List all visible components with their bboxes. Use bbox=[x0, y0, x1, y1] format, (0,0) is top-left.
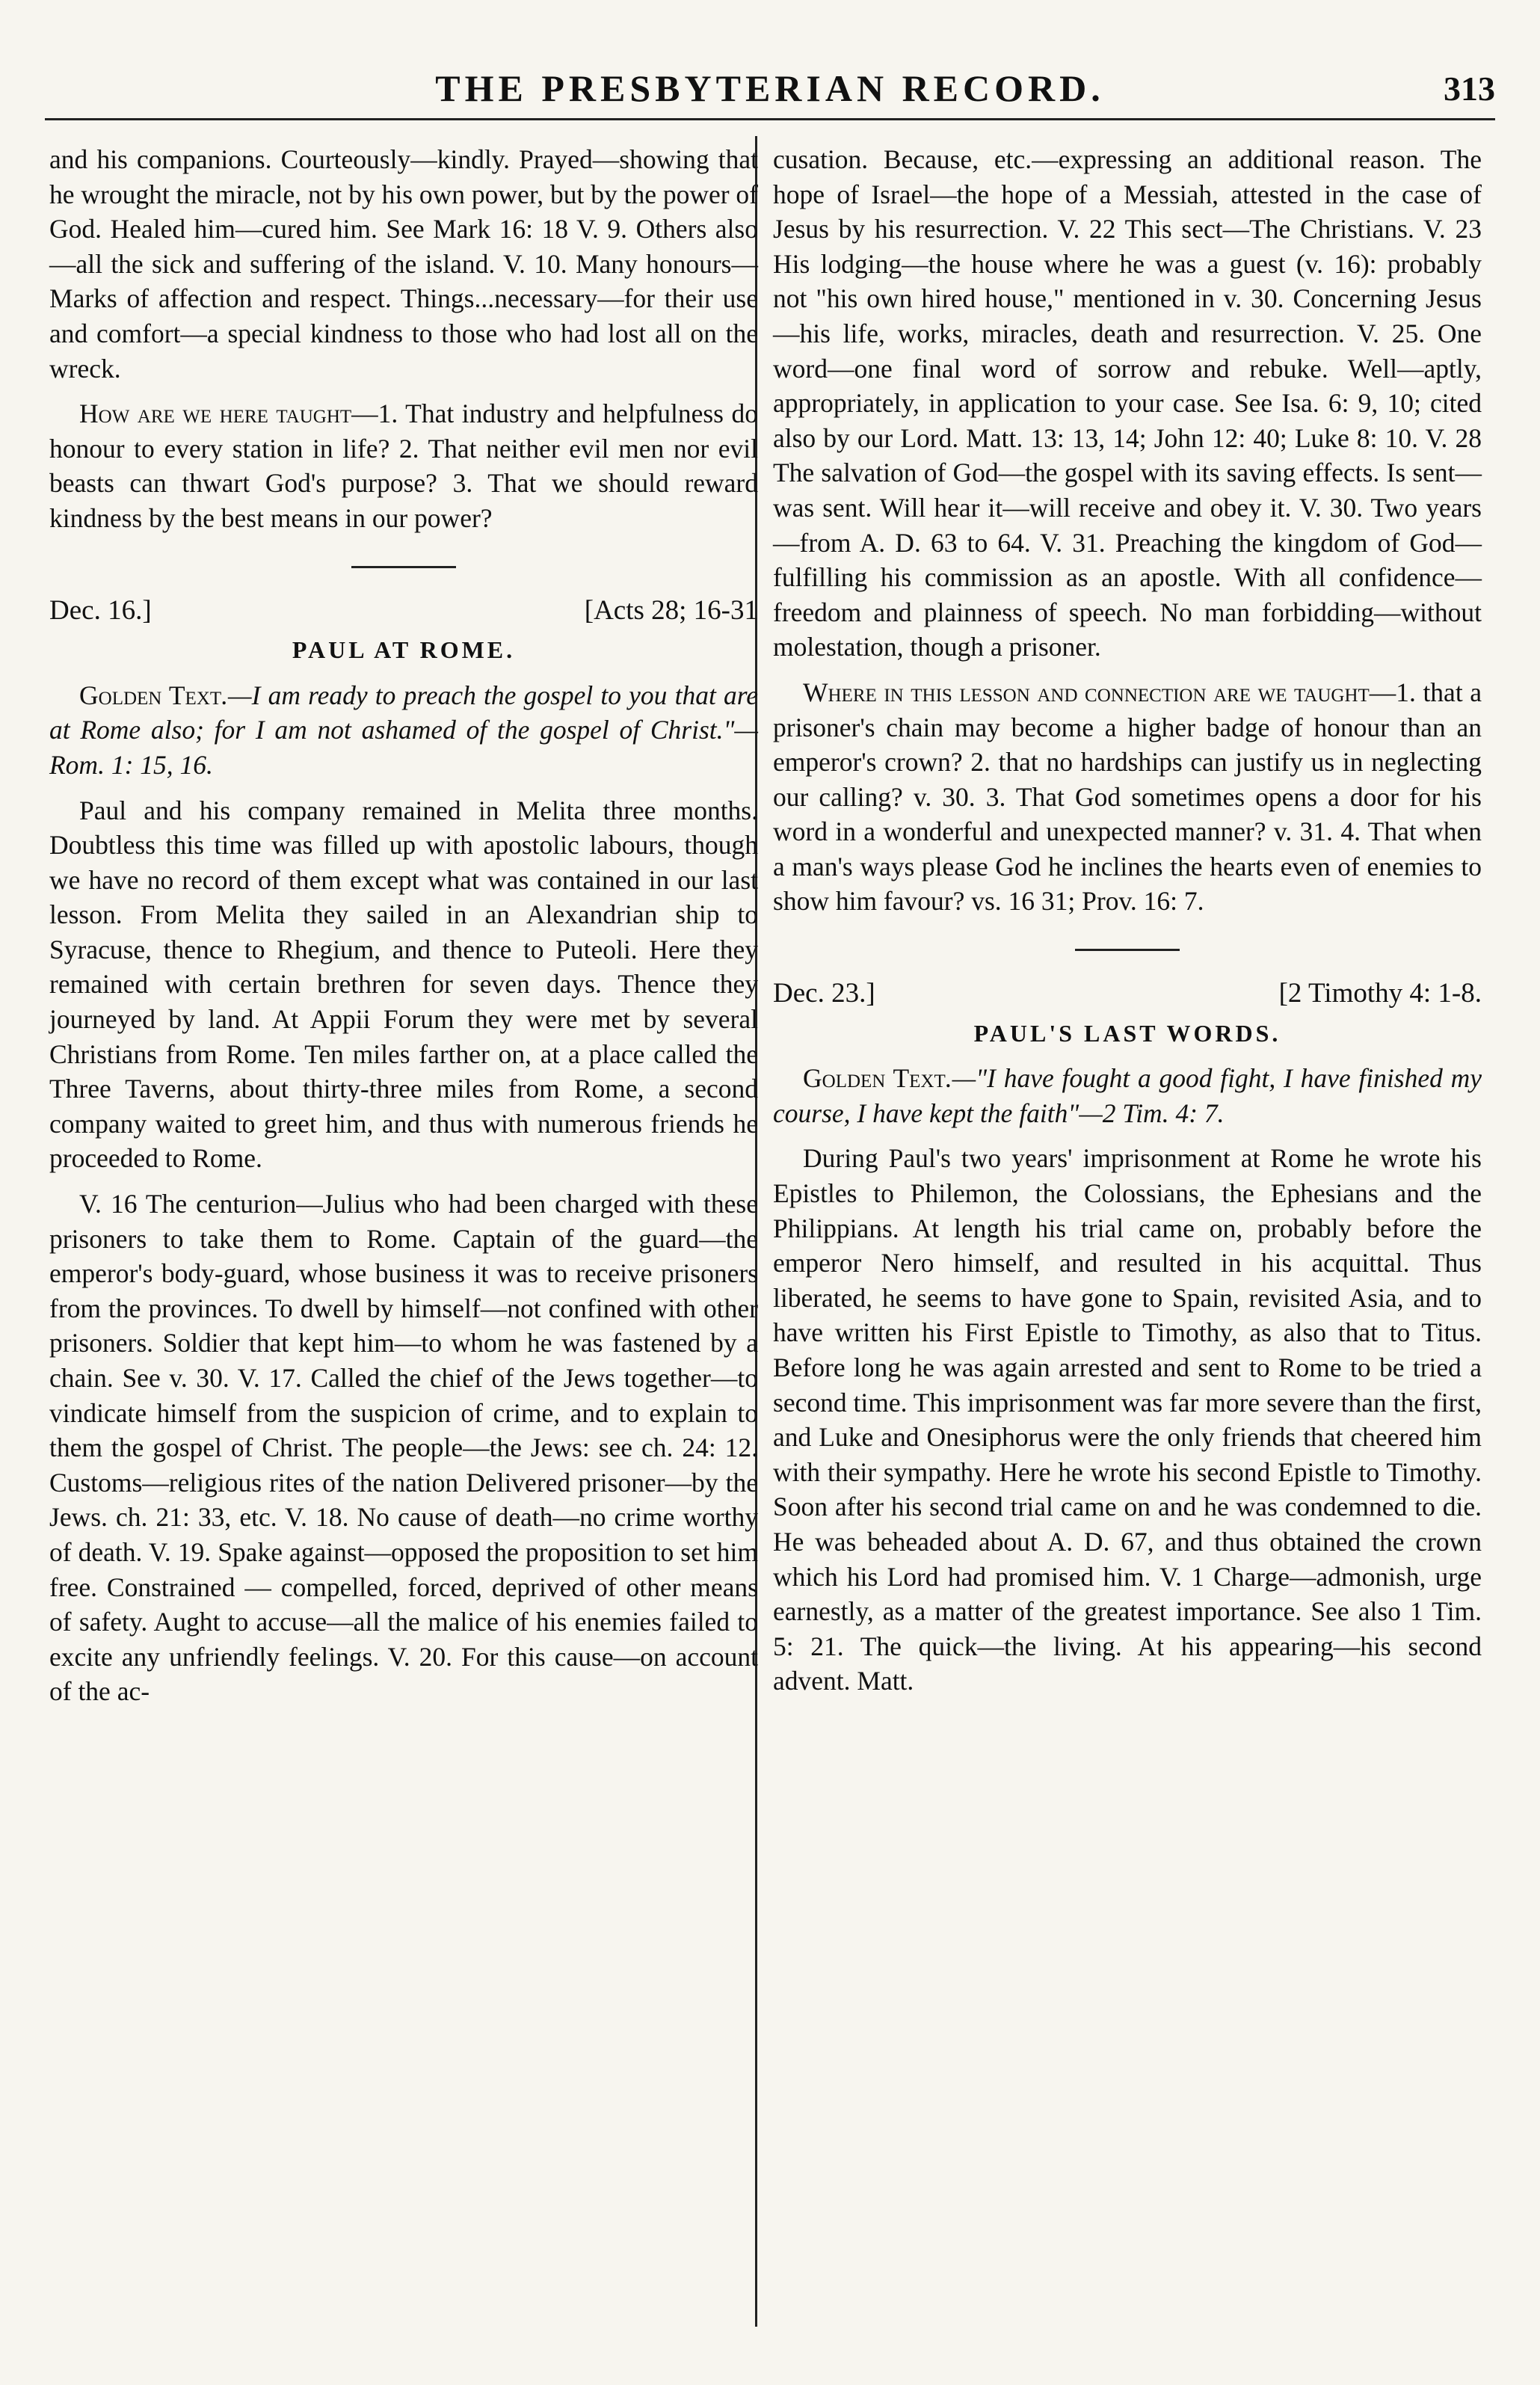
lesson-questions bbox=[49, 396, 758, 535]
golden-text-body: .—"I have fought a good fight, I have finished my course, I have kept the faith"—2 Tim. 4: 7. bbox=[773, 1063, 1482, 1128]
lesson-title: PAUL'S LAST WORDS. bbox=[973, 1019, 1281, 1047]
lesson-date: Dec. 23.] bbox=[773, 978, 875, 1009]
section-separator bbox=[1075, 949, 1180, 951]
narrative-paragraph: During Paul's two years' imprisonment at Rome he wrote his Epistles to Philemon, the Colossians, the Ephesians and the Philippians. At length his trial came on, probably before the emperor Nero himself, and resulted in his acquittal. Thus liberated, he seems to have gone to Spain, revisited Asia, and to have written his First Epistle to Timothy, as also that to Titus. Before long he was again arrested and sent to Rome to be tried a second time. This imprisonment was far more severe than the first, and Luke and Onesiphorus were the only friends that cheered him with their sympathy. Here he wrote his second Epistle to Timothy. Soon after his second trial came on and he was condemned to die. He was beheaded about A. D. 67, and thus obtained the crown which his Lord had promised him. V. 1 Charge—admonish, urge earnestly, as a matter of the greatest importance. See also 1 Tim. 5: 21. The quick—the living. At his appearing—his second advent. Matt. bbox=[773, 1143, 1482, 1696]
section-separator bbox=[351, 566, 456, 568]
lesson-header bbox=[773, 976, 1482, 1012]
golden-text-label: Golden Text bbox=[803, 1063, 946, 1094]
questions-body: —1. That industry and helpfulness do honour to every station in life? 2. That neither evil men nor evil beasts can thwart God's purpose? 3. That we should reward kindness by the best means in our power? bbox=[49, 398, 758, 533]
verse-notes: V. 16 The centurion—Julius who had been charged with these prisoners to take them to Rome. Captain of the guard—the emperor's body-guard, whose business it was to receive prisoners from the provinces. To dwell by himself—not confined with other prisoners. Soldier that kept him—to whom he was fastened by a chain. See v. 30. V. 17. Called the chief of the Jews together—to vindicate himself from the suspicion of crime, and to explain to them the gospel of Christ. The people—the Jews: see ch. 24: 12. Customs—religious rites of the nation Delivered prisoner—by the Jews. ch. 21: 33, etc. V. 18. No cause of death—no crime worthy of death. V. 19. Spake against—opposed the proposition to set him free. Constrained — compelled, forced, deprived of other means of safety. Aught to accuse—all the malice of his enemies failed to excite any unfriendly feelings. V. 20. For this cause—on account of the ac- bbox=[49, 1189, 758, 1707]
scripture-reference: [Acts 28; 16-31 bbox=[584, 594, 758, 626]
golden-text bbox=[773, 1061, 1482, 1130]
lesson-header bbox=[49, 594, 758, 629]
scripture-reference: [2 Timothy 4: 1-8. bbox=[1278, 978, 1482, 1009]
publication-title: THE PRESBYTERIAN RECORD. bbox=[435, 67, 1105, 109]
lesson-title: PAUL AT ROME. bbox=[292, 636, 516, 664]
running-header bbox=[45, 58, 1495, 120]
golden-text bbox=[49, 678, 758, 783]
narrative-paragraph: Paul and his company remained in Melita three months. Doubtless this time was filled up with apostolic labours, though we have no record of them except what was contained in our last lesson. From Melita they sailed in an Alexandrian ship to Syracuse, thence to Rhegium, and thence to Puteoli. Here they remained with certain brethren for seven days. Thence they journeyed by land. At Appii Forum they were met by several Christians from Rome. Ten miles farther on, at a place called the Three Taverns, about thirty-three miles from Rome, a second company waited to greet him, and thus with numerous friends he proceeded to Rome. bbox=[49, 795, 758, 1174]
lesson-date: Dec. 16.] bbox=[49, 594, 152, 626]
commentary-paragraph: and his companions. Courteously—kindly. Prayed—showing that he wrought the miracle, not by his own power, but by the power of God. Healed him—cured him. See Mark 16: 18 V. 9. Others also—all the sick and suffering of the island. V. 10. Many honours—Marks of affection and respect. Things...necessary—for their use and comfort—a special kindness to those who had lost all on the wreck. bbox=[49, 144, 758, 384]
questions-body: —1. that a prisoner's chain may become a higher badge of honour than an emperor's crown? 2. that no hardships can justify us in neglecting our calling? v. 30. 3. That God sometimes opens a door for his word in a wonderful and unexpected manner? v. 31. 4. That when a man's ways please God he inclines the hearts even of enemies to show him favour? vs. 16 31; Prov. 16: 7. bbox=[773, 677, 1482, 917]
golden-text-body: .—I am ready to preach the gospel to you that are at Rome also; for I am not ashamed of the gospel of Christ."— Rom. 1: 15, 16. bbox=[49, 680, 758, 780]
left-column bbox=[49, 142, 758, 1720]
lesson-questions bbox=[773, 675, 1482, 919]
questions-heading: How are we here taught bbox=[79, 398, 352, 429]
questions-heading: Where in this lesson and connection are we taught bbox=[803, 677, 1370, 707]
golden-text-label: Golden Text bbox=[79, 680, 222, 710]
commentary-paragraph: cusation. Because, etc.—expressing an additional reason. The hope of Israel—the hope of a Messiah, attested in the case of Jesus by his resurrection. V. 22 This sect—The Christians. V. 23 His lodging—the house where he was a guest (v. 16): probably not "his own hired house," mentioned in v. 30. Concerning Jesus—his life, works, miracles, death and resurrection. V. 25. One word—one final word of sorrow and rebuke. Well—aptly, appropriately, in application to your case. See Isa. 6: 9, 10; cited also by our Lord. Matt. 13: 13, 14; John 12: 40; Luke 8: 10. V. 28 The salvation of God—the gospel with its saving effects. Is sent—was sent. Will hear it—will receive and obey it. V. 30. Two years—from A. D. 63 to 64. V. 31. Preaching the kingdom of God—fulfilling his commission as an apostle. With all confidence—freedom and plainness of speech. No man forbidding—without molestation, though a prisoner. bbox=[773, 144, 1482, 662]
page-number: 313 bbox=[1444, 69, 1495, 108]
right-column bbox=[773, 142, 1482, 1709]
